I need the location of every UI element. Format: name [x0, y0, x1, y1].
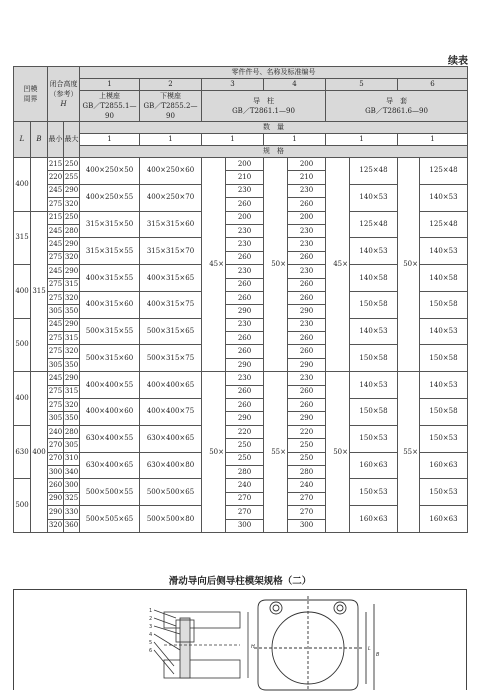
- cell-post-b: 230: [288, 265, 326, 278]
- quantity-label: 数 量: [80, 122, 468, 134]
- cell-post-b: 270: [288, 506, 326, 519]
- leader-line-1: [154, 610, 176, 618]
- fig-dim-L: L: [368, 646, 371, 652]
- cell-post-b: 260: [288, 399, 326, 412]
- cell-sleeve-a-prefix: 50×: [326, 372, 350, 533]
- cell-post-a: 260: [226, 278, 264, 291]
- cell-min: 245: [48, 265, 64, 278]
- guide-sleeve-standard: GB／T2861.6—90: [365, 107, 428, 115]
- cell-sleeve-a: 140×53: [350, 238, 398, 265]
- cell-sleeve-b: 125×48: [420, 211, 468, 238]
- lower-base-section: [164, 660, 240, 678]
- cell-post-a: 260: [226, 198, 264, 211]
- cell-min: 275: [48, 291, 64, 304]
- cell-sleeve-a: 150×53: [350, 479, 398, 506]
- cell-sleeve-b-prefix: 55×: [398, 372, 420, 533]
- part-number-3: 3: [202, 79, 264, 91]
- cavity-boundary-header: [14, 67, 48, 122]
- fig-part-num-3: 3: [149, 624, 153, 630]
- cell-min: 245: [48, 184, 64, 197]
- cell-min: 245: [48, 318, 64, 331]
- cell-min: 215: [48, 211, 64, 224]
- cell-upper-base: 400×250×50: [80, 158, 140, 185]
- cell-min: 260: [48, 479, 64, 492]
- spec-label: 规 格: [80, 146, 468, 158]
- spec-table: [13, 66, 468, 533]
- cell-post-b: 250: [288, 439, 326, 452]
- cell-max: 315: [64, 278, 80, 291]
- side-section-view: [154, 610, 248, 678]
- cell-sleeve-a: 125×48: [350, 158, 398, 185]
- cell-min: 305: [48, 358, 64, 371]
- cell-max: 350: [64, 305, 80, 318]
- cell-max: 290: [64, 238, 80, 251]
- cell-upper-base: 315×315×50: [80, 211, 140, 238]
- closed-height-symbol: H: [60, 100, 67, 108]
- cell-post-b: 260: [288, 291, 326, 304]
- cell-max: 360: [64, 519, 80, 532]
- cell-max: 290: [64, 184, 80, 197]
- fig-part-num-2: 2: [149, 616, 153, 622]
- cell-post-b: 290: [288, 412, 326, 425]
- guide-post-standard: GB／T2861.1—90: [232, 107, 295, 115]
- cell-upper-base: 400×315×60: [80, 291, 140, 318]
- cell-lower-base: 400×315×75: [140, 291, 202, 318]
- fig-part-num-4: 4: [149, 632, 153, 638]
- cell-post-a: 220: [226, 425, 264, 438]
- cell-L: 315: [14, 211, 31, 265]
- part-number-1: 1: [80, 79, 140, 91]
- cell-upper-base: 630×400×55: [80, 425, 140, 452]
- closed-height-label: 闭合高度: [49, 80, 78, 88]
- cell-max: 255: [64, 171, 80, 184]
- cell-max: 290: [64, 265, 80, 278]
- cell-sleeve-b: 140×53: [420, 238, 468, 265]
- cell-post-b: 290: [288, 305, 326, 318]
- cell-min: 290: [48, 506, 64, 519]
- guide-bushing-right-inner: [337, 605, 343, 611]
- cell-lower-base: 315×315×70: [140, 238, 202, 265]
- cell-min: 275: [48, 251, 64, 264]
- closed-height-header: [48, 67, 80, 122]
- cell-upper-base: 630×400×65: [80, 452, 140, 479]
- cell-sleeve-b: 140×53: [420, 184, 468, 211]
- cell-post-b: 230: [288, 318, 326, 331]
- cell-min: 245: [48, 238, 64, 251]
- cell-post-a: 290: [226, 305, 264, 318]
- cell-sleeve-b: 160×63: [420, 506, 468, 533]
- lower-base-standard: GB／T2855.2—90: [143, 102, 198, 120]
- cell-lower-base: 630×400×65: [140, 425, 202, 452]
- die-set-drawing: [14, 590, 468, 691]
- cell-max: 320: [64, 251, 80, 264]
- cell-post-b-prefix: 50×: [264, 158, 288, 372]
- guide-post-name: 导 柱: [253, 97, 274, 105]
- cell-sleeve-b: 160×63: [420, 452, 468, 479]
- cell-lower-base: 500×315×65: [140, 318, 202, 345]
- cell-min: 270: [48, 439, 64, 452]
- cell-post-a: 200: [226, 158, 264, 171]
- cell-min: 275: [48, 332, 64, 345]
- cell-max: 290: [64, 372, 80, 385]
- cell-upper-base: 400×400×60: [80, 399, 140, 426]
- cell-upper-base: 500×315×60: [80, 345, 140, 372]
- quantity-2: 1: [140, 134, 202, 146]
- cell-sleeve-a: 160×63: [350, 506, 398, 533]
- cell-post-b: 240: [288, 479, 326, 492]
- cell-post-a: 240: [226, 479, 264, 492]
- cell-max: 320: [64, 198, 80, 211]
- part-number-6: 6: [398, 79, 468, 91]
- cell-post-a: 210: [226, 171, 264, 184]
- cell-max: 315: [64, 385, 80, 398]
- cell-upper-base: 500×315×55: [80, 318, 140, 345]
- cell-max: 350: [64, 358, 80, 371]
- continued-label: 续表: [448, 56, 468, 67]
- quantity-1: 1: [80, 134, 140, 146]
- cell-post-b: 300: [288, 519, 326, 532]
- upper-base-name: 上模座: [99, 92, 120, 100]
- cell-sleeve-a: 150×58: [350, 291, 398, 318]
- guide-post-header: [202, 91, 326, 122]
- closed-height-note: （参考）: [49, 90, 78, 98]
- cell-min: 240: [48, 425, 64, 438]
- quantity-6: 1: [398, 134, 468, 146]
- cell-post-a: 270: [226, 506, 264, 519]
- cell-L: 400: [14, 372, 31, 426]
- cell-sleeve-a: 125×48: [350, 211, 398, 238]
- quantity-5: 1: [326, 134, 398, 146]
- cell-lower-base: 400×250×70: [140, 184, 202, 211]
- cell-lower-base: 500×315×75: [140, 345, 202, 372]
- cell-max: 310: [64, 452, 80, 465]
- lower-base-header: [140, 91, 202, 122]
- cell-post-b: 260: [288, 332, 326, 345]
- cell-sleeve-b: 150×53: [420, 479, 468, 506]
- cavity-boundary-label: 凹模周界: [23, 85, 38, 103]
- cell-post-b: 280: [288, 465, 326, 478]
- fig-part-num-6: 6: [149, 648, 153, 654]
- cell-lower-base: 630×400×80: [140, 452, 202, 479]
- col-min-header: 最小: [48, 122, 64, 158]
- cell-max: 320: [64, 399, 80, 412]
- guide-sleeve-header: [326, 91, 468, 122]
- cell-post-b: 260: [288, 198, 326, 211]
- cell-min: 290: [48, 492, 64, 505]
- figure-caption: 滑动导向后侧导柱模架规格（二）: [168, 576, 312, 587]
- cell-post-a: 230: [226, 318, 264, 331]
- cell-post-a: 250: [226, 439, 264, 452]
- figure-box: [13, 589, 467, 690]
- quantity-3: 1: [202, 134, 264, 146]
- col-B-header: B: [31, 122, 48, 158]
- cell-min: 305: [48, 412, 64, 425]
- cell-max: 300: [64, 479, 80, 492]
- cell-sleeve-a: 140×53: [350, 318, 398, 345]
- cell-sleeve-a: 150×58: [350, 399, 398, 426]
- cell-post-b: 290: [288, 358, 326, 371]
- cell-post-b: 260: [288, 251, 326, 264]
- col-L-header: L: [14, 122, 31, 158]
- cell-lower-base: 315×315×60: [140, 211, 202, 238]
- part-number-4: 4: [264, 79, 326, 91]
- cell-max: 250: [64, 211, 80, 224]
- cell-post-a: 290: [226, 412, 264, 425]
- cell-min: 245: [48, 372, 64, 385]
- cell-post-b: 260: [288, 385, 326, 398]
- table-row: [14, 372, 468, 385]
- cell-sleeve-b: 150×58: [420, 345, 468, 372]
- cell-sleeve-b: 140×58: [420, 265, 468, 292]
- cell-max: 340: [64, 465, 80, 478]
- guide-bushing-left-inner: [273, 605, 279, 611]
- cell-sleeve-a-prefix: 45×: [326, 158, 350, 372]
- cell-post-a: 260: [226, 251, 264, 264]
- cell-post-a: 300: [226, 519, 264, 532]
- cell-lower-base: 400×315×65: [140, 265, 202, 292]
- cell-min: 220: [48, 171, 64, 184]
- cell-post-a-prefix: 50×: [202, 372, 226, 533]
- cell-upper-base: 400×315×55: [80, 265, 140, 292]
- part-number-2: 2: [140, 79, 202, 91]
- quantity-4: 1: [264, 134, 326, 146]
- cell-max: 280: [64, 224, 80, 237]
- cell-max: 350: [64, 412, 80, 425]
- cell-post-a: 230: [226, 184, 264, 197]
- cell-post-a: 250: [226, 452, 264, 465]
- cell-post-b: 200: [288, 211, 326, 224]
- cell-post-b: 200: [288, 158, 326, 171]
- fig-dim-B: B: [376, 652, 380, 658]
- cell-post-a: 290: [226, 358, 264, 371]
- cell-L: 500: [14, 318, 31, 372]
- cell-post-b: 260: [288, 345, 326, 358]
- cell-lower-base: 500×500×65: [140, 479, 202, 506]
- cell-post-a: 280: [226, 465, 264, 478]
- cell-post-b: 260: [288, 278, 326, 291]
- lower-base-name: 下模座: [160, 92, 181, 100]
- cell-lower-base: 500×500×80: [140, 506, 202, 533]
- cell-B: [31, 158, 48, 212]
- cell-sleeve-a: 160×63: [350, 452, 398, 479]
- cell-max: 320: [64, 291, 80, 304]
- cell-upper-base: 500×500×55: [80, 479, 140, 506]
- cell-L: 630: [14, 425, 31, 479]
- leader-line-2: [154, 618, 176, 626]
- cell-L: 500: [14, 479, 31, 533]
- cell-post-a: 230: [226, 265, 264, 278]
- cell-upper-base: 400×400×55: [80, 372, 140, 399]
- fig-dim-H: H: [251, 644, 255, 650]
- cell-post-b: 230: [288, 184, 326, 197]
- cell-min: 245: [48, 224, 64, 237]
- cell-max: 290: [64, 318, 80, 331]
- cell-post-a: 260: [226, 385, 264, 398]
- cell-sleeve-b: 125×48: [420, 158, 468, 185]
- cell-post-a-prefix: 45×: [202, 158, 226, 372]
- cell-post-b-prefix: 55×: [264, 372, 288, 533]
- parts-title: 零件件号、名称及标准编号: [80, 67, 468, 79]
- cell-sleeve-a: 140×53: [350, 184, 398, 211]
- col-max-header: 最大: [64, 122, 80, 158]
- cell-post-b: 250: [288, 452, 326, 465]
- cell-max: 250: [64, 158, 80, 171]
- cell-upper-base: 400×250×55: [80, 184, 140, 211]
- cell-min: 275: [48, 278, 64, 291]
- cell-sleeve-b: 150×53: [420, 425, 468, 452]
- cell-max: 325: [64, 492, 80, 505]
- cell-post-a: 260: [226, 399, 264, 412]
- cell-min: 320: [48, 519, 64, 532]
- cell-min: 270: [48, 452, 64, 465]
- cell-sleeve-b-prefix: 50×: [398, 158, 420, 372]
- cell-sleeve-b: 140×53: [420, 372, 468, 399]
- cell-sleeve-b: 150×58: [420, 399, 468, 426]
- guide-post-section: [180, 618, 190, 678]
- cell-post-a: 230: [226, 372, 264, 385]
- cell-max: 320: [64, 345, 80, 358]
- cell-post-b: 210: [288, 171, 326, 184]
- cell-B: 400: [31, 372, 48, 533]
- cell-min: 300: [48, 465, 64, 478]
- cell-L: 400: [14, 158, 31, 212]
- cell-min: 275: [48, 198, 64, 211]
- cell-sleeve-b: 150×58: [420, 291, 468, 318]
- cell-upper-base: 315×315×55: [80, 238, 140, 265]
- cell-min: 305: [48, 305, 64, 318]
- cell-lower-base: 400×400×65: [140, 372, 202, 399]
- cell-lower-base: 400×250×60: [140, 158, 202, 185]
- guide-sleeve-name: 导 套: [386, 97, 407, 105]
- cell-upper-base: 500×505×65: [80, 506, 140, 533]
- upper-base-standard: GB／T2855.1—90: [82, 102, 137, 120]
- cell-post-a: 200: [226, 211, 264, 224]
- cell-sleeve-a: 150×53: [350, 425, 398, 452]
- cell-sleeve-b: 140×53: [420, 318, 468, 345]
- cell-min: 275: [48, 345, 64, 358]
- cell-post-b: 230: [288, 224, 326, 237]
- cell-max: 330: [64, 506, 80, 519]
- cell-post-a: 230: [226, 238, 264, 251]
- guide-bushing-right: [334, 602, 346, 614]
- cell-max: 280: [64, 425, 80, 438]
- cell-L: 400: [14, 265, 31, 319]
- cell-post-a: 270: [226, 492, 264, 505]
- cell-post-b: 220: [288, 425, 326, 438]
- cell-post-b: 230: [288, 372, 326, 385]
- table-row: [14, 158, 468, 171]
- cell-post-a: 230: [226, 224, 264, 237]
- cell-post-b: 230: [288, 238, 326, 251]
- cell-post-a: 260: [226, 291, 264, 304]
- cell-lower-base: 400×400×75: [140, 399, 202, 426]
- cell-min: 215: [48, 158, 64, 171]
- fig-part-num-5: 5: [149, 640, 153, 646]
- cell-max: 305: [64, 439, 80, 452]
- cell-min: 275: [48, 385, 64, 398]
- plan-view: [254, 596, 374, 690]
- part-number-5: 5: [326, 79, 398, 91]
- cell-B: 315: [31, 211, 48, 372]
- cell-post-b: 270: [288, 492, 326, 505]
- cell-post-a: 260: [226, 332, 264, 345]
- cell-post-a: 260: [226, 345, 264, 358]
- cell-sleeve-a: 150×58: [350, 345, 398, 372]
- cell-max: 315: [64, 332, 80, 345]
- guide-bushing-left: [270, 602, 282, 614]
- upper-base-header: [80, 91, 140, 122]
- cell-sleeve-a: 140×53: [350, 372, 398, 399]
- cell-sleeve-a: 140×58: [350, 265, 398, 292]
- cell-min: 275: [48, 399, 64, 412]
- fig-part-num-1: 1: [149, 608, 153, 614]
